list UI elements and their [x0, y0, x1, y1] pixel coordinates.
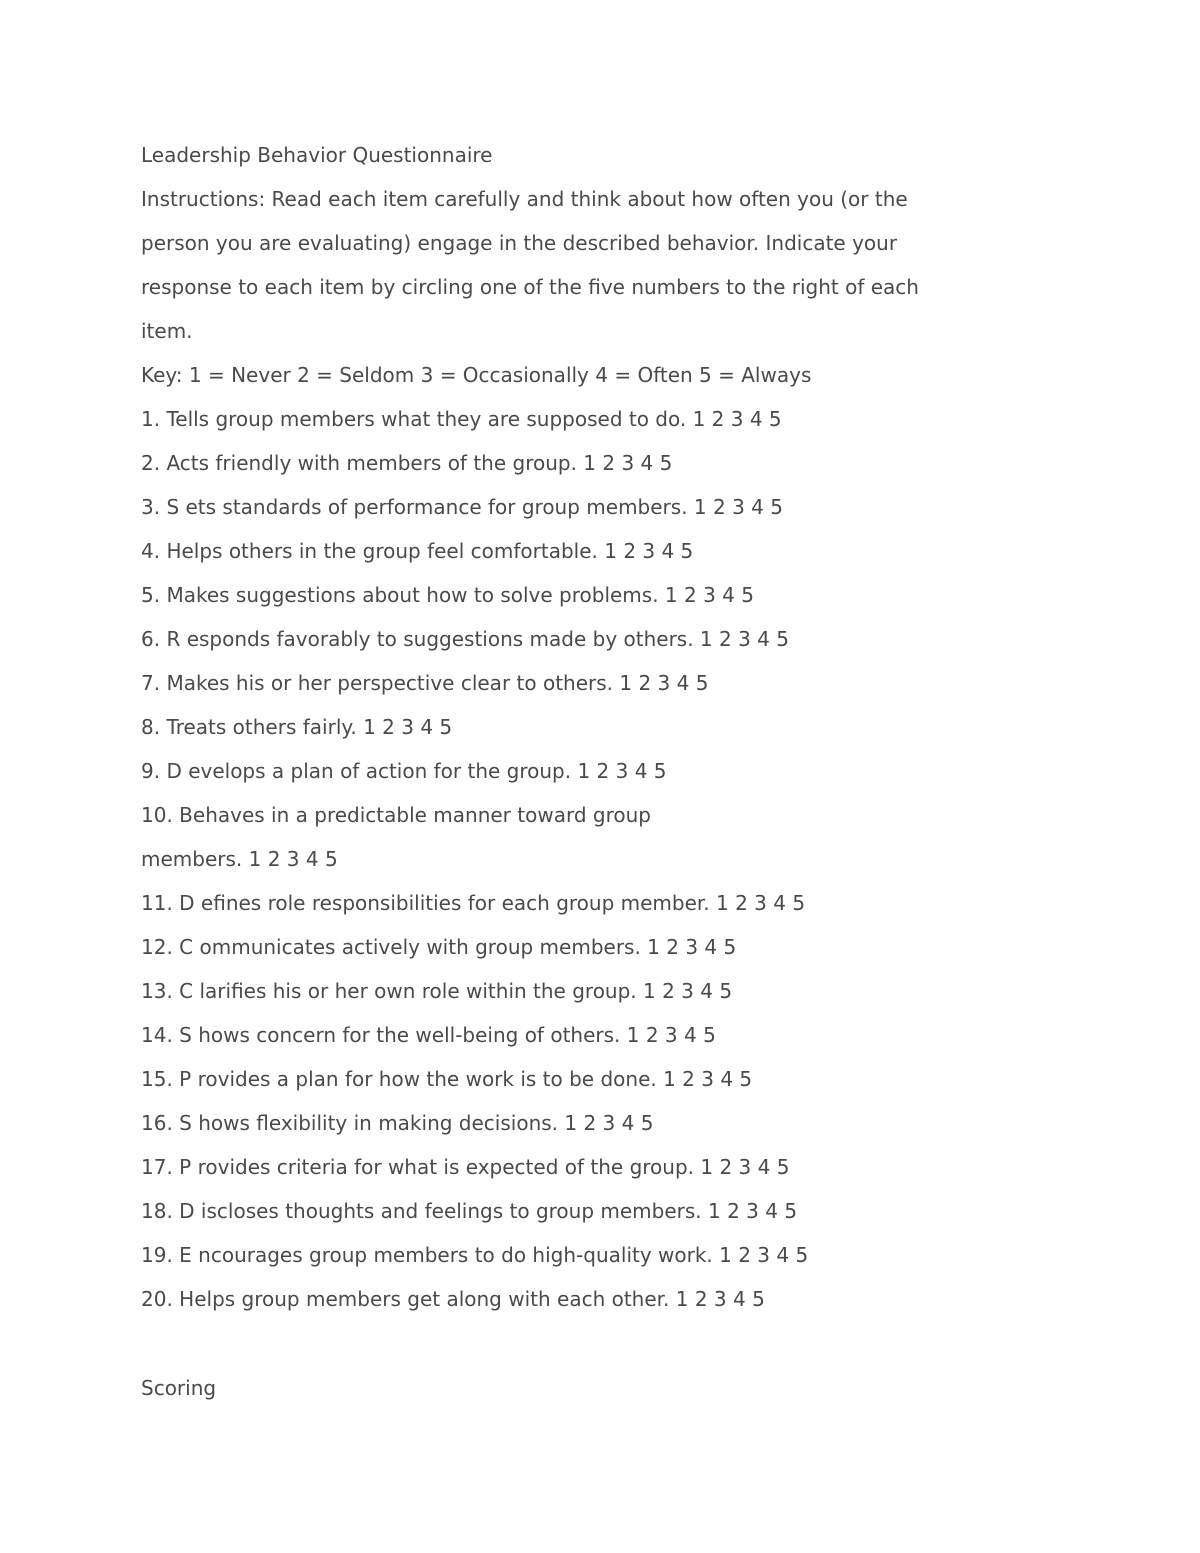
rating-key: Key: 1 = Never 2 = Seldom 3 = Occasionally 4 = Often 5 = Always — [141, 363, 812, 387]
questionnaire-item: 5. Makes suggestions about how to solve problems. 1 2 3 4 5 — [141, 583, 754, 607]
questionnaire-item: 14. S hows concern for the well-being of others. 1 2 3 4 5 — [141, 1023, 716, 1047]
questionnaire-item: 9. D evelops a plan of action for the group. 1 2 3 4 5 — [141, 759, 667, 783]
instructions-line-2: person you are evaluating) engage in the described behavior. Indicate your — [141, 231, 898, 255]
questionnaire-item: 6. R esponds favorably to suggestions made by others. 1 2 3 4 5 — [141, 627, 789, 651]
questionnaire-item: 1. Tells group members what they are supposed to do. 1 2 3 4 5 — [141, 407, 782, 431]
questionnaire-item: 15. P rovides a plan for how the work is to be done. 1 2 3 4 5 — [141, 1067, 753, 1091]
questionnaire-item: 16. S hows flexibility in making decisions. 1 2 3 4 5 — [141, 1111, 654, 1135]
questionnaire-item: 20. Helps group members get along with each other. 1 2 3 4 5 — [141, 1287, 765, 1311]
instructions-line-1: Instructions: Read each item carefully and think about how often you (or the — [141, 187, 908, 211]
questionnaire-item: 8. Treats others fairly. 1 2 3 4 5 — [141, 715, 453, 739]
questionnaire-item: 7. Makes his or her perspective clear to others. 1 2 3 4 5 — [141, 671, 709, 695]
instructions-line-4: item. — [141, 319, 193, 343]
scoring-heading: Scoring — [141, 1376, 217, 1400]
questionnaire-item: 13. C larifies his or her own role within the group. 1 2 3 4 5 — [141, 979, 733, 1003]
questionnaire-item: 19. E ncourages group members to do high-quality work. 1 2 3 4 5 — [141, 1243, 809, 1267]
instructions-line-3: response to each item by circling one of the five numbers to the right of each — [141, 275, 919, 299]
questionnaire-item: 18. D iscloses thoughts and feelings to group members. 1 2 3 4 5 — [141, 1199, 798, 1223]
questionnaire-item: 17. P rovides criteria for what is expected of the group. 1 2 3 4 5 — [141, 1155, 790, 1179]
document-title: Leadership Behavior Questionnaire — [141, 143, 493, 167]
questionnaire-item: 11. D efines role responsibilities for each group member. 1 2 3 4 5 — [141, 891, 806, 915]
questionnaire-item: 4. Helps others in the group feel comfortable. 1 2 3 4 5 — [141, 539, 694, 563]
document-page — [141, 133, 1011, 1410]
questionnaire-item: 10. Behaves in a predictable manner toward group — [141, 803, 651, 827]
questionnaire-items — [141, 397, 1011, 1321]
questionnaire-item: 2. Acts friendly with members of the group. 1 2 3 4 5 — [141, 451, 673, 475]
questionnaire-item-continuation: members. 1 2 3 4 5 — [141, 847, 338, 871]
questionnaire-item: 3. S ets standards of performance for group members. 1 2 3 4 5 — [141, 495, 783, 519]
questionnaire-item: 12. C ommunicates actively with group members. 1 2 3 4 5 — [141, 935, 737, 959]
